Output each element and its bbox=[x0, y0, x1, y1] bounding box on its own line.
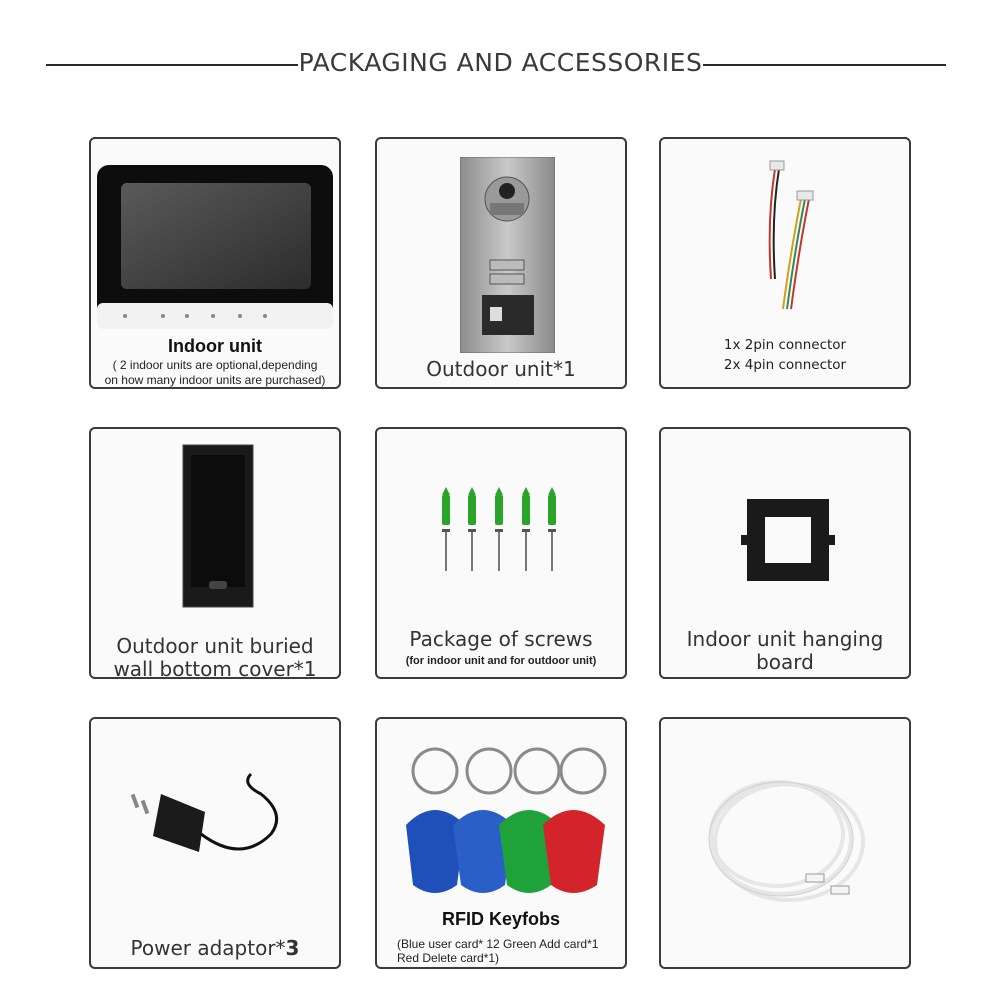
buried-cover-line2: wall bottom cover*1 bbox=[113, 657, 317, 679]
card-hanging-board bbox=[659, 427, 911, 679]
indoor-unit-title: Indoor unit bbox=[168, 336, 262, 356]
outdoor-panel-image bbox=[460, 157, 555, 353]
card-buried-cover bbox=[89, 427, 341, 679]
indoor-monitor-image bbox=[95, 163, 335, 333]
rfid-note-line1: (Blue user card* 12 Green Add card*1 bbox=[397, 937, 599, 951]
card-cable bbox=[659, 717, 911, 969]
keyfobs-image bbox=[401, 745, 611, 900]
screws-note: (for indoor unit and for outdoor unit) bbox=[405, 655, 597, 667]
connector-cable-image bbox=[761, 159, 821, 314]
indoor-unit-note-line2: on how many indoor units are purchased) bbox=[104, 373, 326, 387]
header-rule-right bbox=[703, 64, 946, 66]
card-outdoor-unit bbox=[375, 137, 627, 389]
cable-coil-image bbox=[701, 764, 881, 924]
connector-line1: 1x 2pin connector bbox=[723, 337, 847, 353]
hanging-board-image bbox=[741, 495, 836, 585]
card-rfid-keyfobs bbox=[375, 717, 627, 969]
rfid-note-line2: Red Delete card*1) bbox=[397, 951, 500, 965]
rfid-title: RFID Keyfobs bbox=[441, 909, 560, 929]
section-header bbox=[0, 40, 1000, 90]
connector-line2: 2x 4pin connector bbox=[723, 357, 847, 373]
outdoor-unit-title: Outdoor unit*1 bbox=[426, 357, 576, 381]
power-adaptor-qty: 3 bbox=[285, 936, 300, 960]
header-rule-left bbox=[46, 64, 298, 66]
screws-image bbox=[437, 487, 567, 577]
card-indoor-unit bbox=[89, 137, 341, 389]
card-connectors bbox=[659, 137, 911, 389]
buried-box-image bbox=[177, 441, 259, 611]
power-adaptor-caption bbox=[91, 937, 339, 960]
card-power-adaptor bbox=[89, 717, 341, 969]
indoor-unit-note-line1: ( 2 indoor units are optional,depending bbox=[112, 358, 318, 372]
screws-title: Package of screws bbox=[409, 627, 593, 651]
power-adaptor-image bbox=[121, 764, 291, 874]
hanging-board-line1: Indoor unit hanging bbox=[686, 627, 884, 651]
hanging-board-line2: board bbox=[756, 650, 814, 674]
card-screws bbox=[375, 427, 627, 679]
power-adaptor-title: Power adaptor* bbox=[130, 936, 286, 960]
buried-cover-line1: Outdoor unit buried bbox=[116, 634, 314, 658]
section-title: PACKAGING AND ACCESSORIES bbox=[298, 48, 703, 77]
